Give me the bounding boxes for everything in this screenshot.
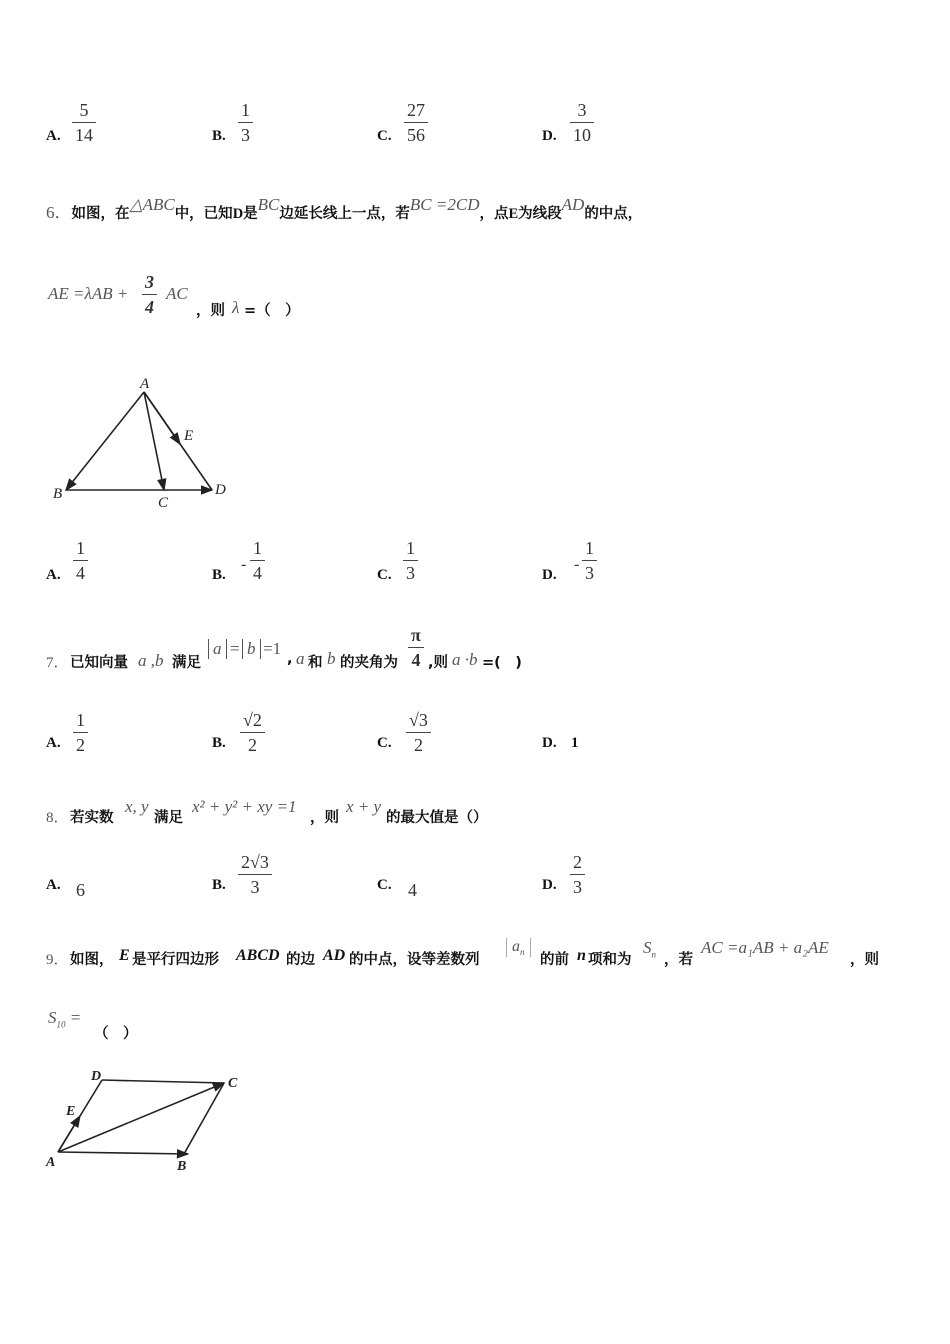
point-b: B (53, 486, 63, 502)
option-b-label: B. (212, 128, 226, 144)
option-d-label: D. (542, 128, 557, 144)
option-c-label: C. (377, 567, 392, 583)
segment-dc (102, 1080, 224, 1083)
point-c: C (158, 495, 169, 511)
q9-stem-line2: $S_{10}$ = （ ） (48, 1008, 138, 1042)
q6-stem-line1: 6．如图，在△ABC中，已知D是BC边延长线上一点，若BC =2CD，点E为线段AD的中点， (46, 195, 643, 222)
option-c-fraction: √3 2 (406, 710, 431, 755)
option-c-label: C. (377, 877, 392, 893)
option-b-fraction: 1 3 (238, 100, 253, 145)
option-d-value: 1 (571, 735, 579, 751)
option-d-label: D. (542, 877, 557, 893)
point-e: E (66, 1104, 76, 1119)
point-a: A (46, 1155, 56, 1170)
q7-angle-fraction: π 4 (408, 625, 424, 670)
option-a-value: 6 (76, 880, 85, 900)
option-d-fraction: 1 3 (582, 538, 597, 583)
option-b-fraction: √2 2 (240, 710, 265, 755)
option-d-label: D. (542, 567, 557, 583)
option-a-label: A. (46, 567, 61, 583)
point-c: C (228, 1076, 238, 1091)
option-a-label: A. (46, 735, 61, 751)
point-a: A (140, 376, 150, 392)
option-b-label: B. (212, 567, 226, 583)
point-d: D (91, 1069, 102, 1084)
q7-stem: 7． 已知向量 a ,b 满足 a = b =1 , a 和 b 的夹角为 π 4 ,则 a ·b =( ) (46, 625, 522, 671)
point-e: E (184, 428, 194, 444)
option-b-fraction: 1 4 (250, 538, 265, 583)
triangle-figure (48, 370, 248, 515)
q9-sequence: $a_n$ (506, 938, 531, 957)
option-d-sign: - (574, 556, 580, 573)
option-c-label: C. (377, 735, 392, 751)
option-c-fraction: 1 3 (403, 538, 418, 583)
option-b-sign: - (241, 556, 247, 573)
vector-ac (58, 1083, 224, 1152)
option-a-fraction: 1 4 (73, 538, 88, 583)
segment-cb (184, 1083, 224, 1154)
option-a-fraction: 5 14 (72, 100, 96, 145)
vector-ab (58, 1152, 188, 1154)
option-a-label: A. (46, 128, 61, 144)
parallelogram-figure (44, 1062, 254, 1182)
q9-sum: $S_n$ (643, 938, 656, 960)
q6-eq-fraction: 3 4 (142, 272, 157, 317)
option-d-fraction: 2 3 (570, 852, 585, 897)
option-b-label: B. (212, 877, 226, 893)
vector-ab (66, 392, 144, 490)
option-c-fraction: 27 56 (404, 100, 428, 145)
q8-stem: 8． 若实数 x, y 满足 x² + y² + xy =1 ，则 x + y 的最大值是（） (46, 797, 488, 826)
option-b-fraction: 2√3 3 (238, 852, 272, 897)
option-a-label: A. (46, 877, 61, 893)
point-b: B (177, 1159, 187, 1174)
option-d-label: D. (542, 735, 557, 751)
point-d: D (215, 482, 226, 498)
q9-s10: $S_{10}$ = (48, 1008, 82, 1030)
option-b-label: B. (212, 735, 226, 751)
option-a-fraction: 1 2 (73, 710, 88, 755)
q6-stem-line2: AE =λAB + 3 4 AC ，则 λ =（ ） (48, 272, 300, 319)
option-c-value: 4 (408, 880, 417, 900)
option-c-label: C. (377, 128, 392, 144)
option-d-fraction: 3 10 (570, 100, 594, 145)
q9-stem-line1: 9． 如图， E 是平行四边形 ABCD 的边 AD 的中点，设等差数列 $a_n$ 的前 n 项和为 $S_n$ ，若 AC =a₁AB + a₂AE ，则 (46, 938, 879, 968)
